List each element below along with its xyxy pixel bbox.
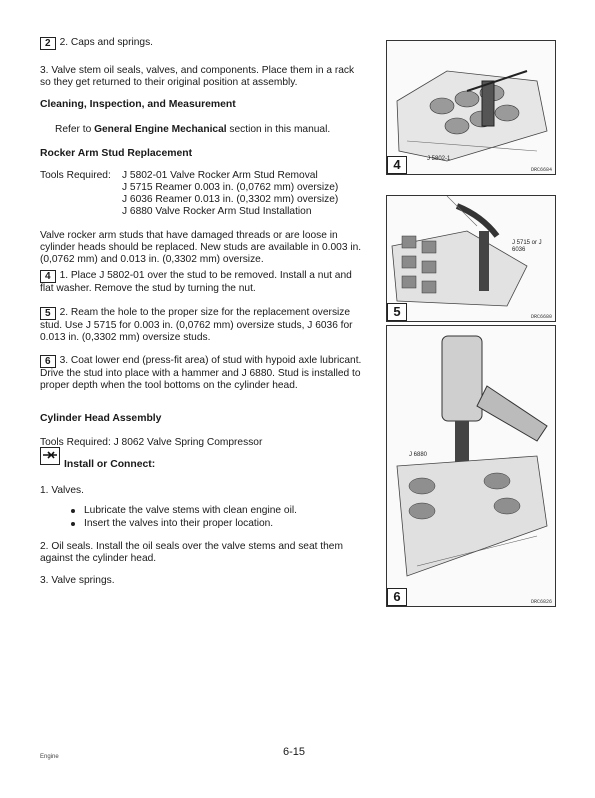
tool-callout: J 6880: [409, 452, 428, 458]
assembly-item-2: 2. Oil seals. Install the oil seals over the valve stems and seat them against the cylinder head.: [40, 541, 343, 564]
step-valve-stem-seals: 3. Valve stem oil seals, valves, and components. Place them in a rack so they get returned to their original position at assembly.: [40, 65, 355, 88]
bullet-dot: [71, 509, 75, 513]
arrows-icon: [42, 448, 58, 462]
rocker-step-2: 5 2. Ream the hole to the proper size for the replacement oversize stud. Use J 5715 for 0.003 in. (0,0762 mm) oversize studs, J 6036 for 0.013 in. (0,3302 mm) oversize studs.: [40, 307, 353, 343]
figure-ref-box: 6: [40, 355, 56, 368]
stud-installer-illustration: [387, 326, 555, 606]
tool-item: J 6036 Reamer 0.013 in. (0,3302 mm) oversize): [122, 194, 339, 205]
bullet-dot: [71, 522, 75, 526]
install-connect-icon: [40, 447, 60, 465]
heading-cylinder-head-assembly: Cylinder Head Assembly: [40, 413, 162, 424]
figure-4: [386, 40, 556, 175]
figure-number: 6: [387, 588, 407, 606]
assembly-item-1: 1. Valves.: [40, 485, 84, 496]
figure-number: 5: [387, 303, 407, 321]
rocker-tools-label: Tools Required:: [40, 170, 111, 181]
heading-rocker-arm: Rocker Arm Stud Replacement: [40, 148, 193, 159]
figure-code: DRC6826: [530, 599, 552, 605]
figure-ref-box: 4: [40, 270, 56, 283]
rocker-tools-list: [122, 170, 338, 218]
tool-item: J 5715 Reamer 0.003 in. (0,0762 mm) oversize): [122, 182, 339, 193]
rocker-step-1: 4 1. Place J 5802-01 over the stud to be removed. Install a nut and flat washer. Remove the stud by turning the nut.: [40, 270, 352, 294]
heading-cleaning: Cleaning, Inspection, and Measurement: [40, 99, 236, 110]
step-text: 2. Caps and springs.: [59, 37, 154, 48]
tool-callout: J 5802-1: [427, 156, 451, 162]
reamer-illustration: [387, 196, 555, 321]
figure-ref-box: 2: [40, 37, 56, 50]
page-number: 6-15: [283, 746, 306, 758]
tool-item: J 6880 Valve Rocker Arm Stud Installation: [122, 206, 312, 217]
cylinder-head-illustration: [387, 41, 555, 174]
footer-section: Engine: [40, 754, 59, 760]
figure-number: 4: [387, 156, 407, 174]
tool-item: J 5802-01 Valve Rocker Arm Stud Removal: [122, 170, 318, 181]
rocker-step-3: 6 3. Coat lower end (press-fit area) of stud with hypoid axle lubricant. Drive the stud into place with a hammer and J 6880. Stud is installed to proper depth when the tool bottoms on the cylinder head.: [40, 355, 362, 391]
refer-text: Refer to General Engine Mechanical section in this manual.: [55, 124, 331, 135]
figure-6: [386, 325, 556, 607]
assembly-tools: Tools Required: J 8062 Valve Spring Compressor: [40, 437, 263, 448]
step-caps-springs: [40, 37, 153, 50]
assembly-item-3: 3. Valve springs.: [40, 575, 115, 586]
figure-code: DRC6684: [530, 167, 552, 173]
figure-5: [386, 195, 556, 322]
figure-code: DRC6680: [530, 314, 552, 320]
tool-callout: J 5715 or J 6036: [512, 240, 542, 253]
rocker-intro: Valve rocker arm studs that have damaged threads or are loose in cylinder heads should be replaced. New studs are available in 0.003 in. (0,0762 mm) and 0.013 in. (0,3302 mm) oversize.: [40, 230, 362, 265]
install-connect-label: Install or Connect:: [64, 459, 156, 470]
bullet-item: Lubricate the valve stems with clean engine oil.: [84, 505, 297, 516]
refer-section: General Engine Mechanical: [94, 124, 227, 135]
bullet-item: Insert the valves into their proper location.: [84, 518, 274, 529]
figure-ref-box: 5: [40, 307, 56, 320]
